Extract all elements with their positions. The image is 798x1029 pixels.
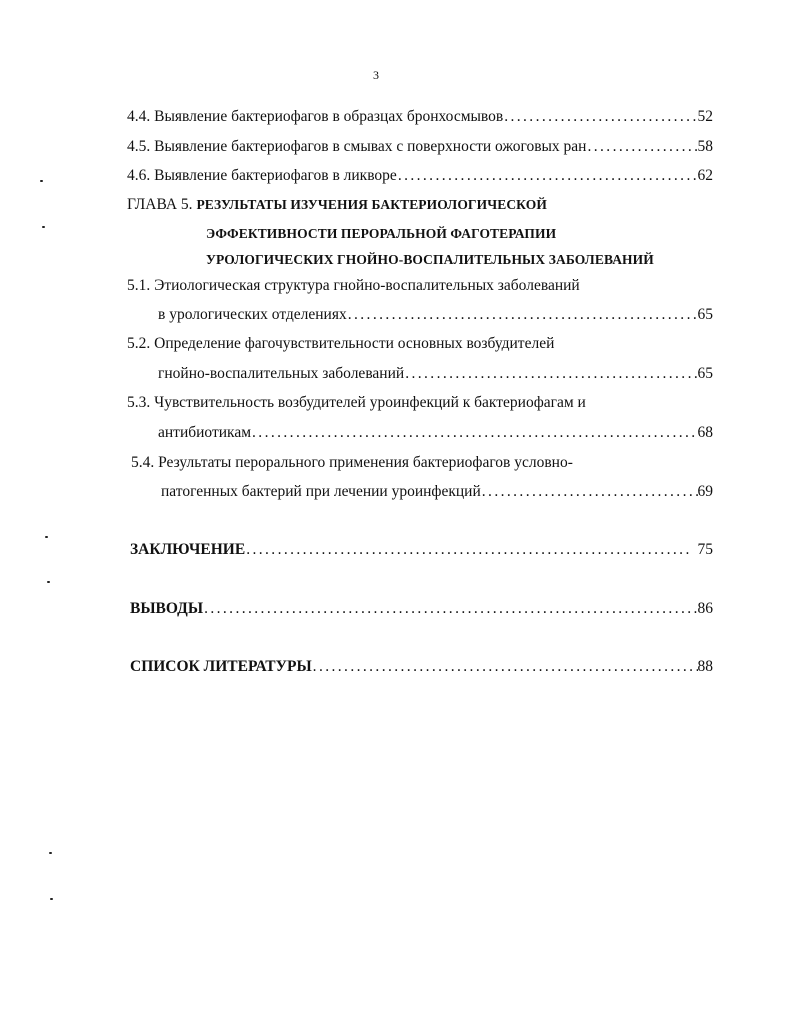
toc-entry-label: гнойно-воспалительных заболеваний bbox=[158, 365, 405, 382]
scan-speck bbox=[45, 536, 48, 538]
toc-leader-dots bbox=[404, 364, 697, 384]
toc-entry-page: 88 bbox=[697, 658, 713, 675]
toc-entry-page: 86 bbox=[697, 600, 713, 617]
scan-speck bbox=[49, 852, 52, 854]
toc-leader-dots bbox=[586, 137, 697, 157]
toc-entry-page: 75 bbox=[697, 541, 713, 558]
toc-entry-label: 4.4. Выявление бактериофагов в образцах бронхосмывов bbox=[127, 108, 504, 125]
toc-entry-page: 65 bbox=[697, 365, 713, 382]
toc-leader-dots bbox=[347, 305, 698, 325]
toc-entry-label: ЗАКЛЮЧЕНИЕ bbox=[130, 541, 246, 558]
scan-speck bbox=[42, 226, 45, 228]
toc-entry-label: 4.6. Выявление бактериофагов в ликворе bbox=[127, 167, 397, 184]
toc-entry-page: 69 bbox=[697, 483, 713, 500]
chapter-5-heading-line1 bbox=[127, 195, 547, 215]
toc-leader-dots bbox=[312, 657, 698, 677]
toc-entry-5-1 bbox=[158, 305, 713, 325]
toc-entry-page: 52 bbox=[697, 108, 713, 125]
scan-speck bbox=[50, 898, 53, 900]
scan-speck bbox=[40, 180, 43, 182]
toc-entry-references bbox=[130, 657, 713, 677]
toc-leader-dots bbox=[203, 599, 697, 619]
toc-entry-5-3-line1: 5.3. Чувствительность возбудителей уроинфекций к бактериофагам и bbox=[127, 394, 586, 411]
toc-leader-dots bbox=[251, 423, 697, 443]
chapter-5-prefix: ГЛАВА 5. bbox=[127, 196, 193, 213]
toc-entry-4-5 bbox=[127, 137, 713, 157]
toc-entry-conclusion bbox=[130, 540, 713, 560]
toc-entry-label: СПИСОК ЛИТЕРАТУРЫ bbox=[130, 658, 312, 675]
toc-entry-4-6 bbox=[127, 166, 713, 186]
toc-entry-page: 62 bbox=[697, 167, 713, 184]
toc-entry-5-2 bbox=[158, 364, 713, 384]
page-number: 3 bbox=[373, 68, 379, 82]
toc-entry-4-4 bbox=[127, 107, 713, 127]
toc-entry-page: 58 bbox=[697, 138, 713, 155]
toc-entry-page: 68 bbox=[697, 424, 713, 441]
toc-entry-5-4 bbox=[161, 482, 713, 502]
chapter-5-heading-line3: УРОЛОГИЧЕСКИХ ГНОЙНО-ВОСПАЛИТЕЛЬНЫХ ЗАБОЛЕВАНИЙ bbox=[206, 252, 654, 267]
toc-entry-label: 4.5. Выявление бактериофагов в смывах с поверхности ожоговых ран bbox=[127, 138, 587, 155]
toc-leader-dots bbox=[397, 166, 698, 186]
toc-leader-dots bbox=[245, 540, 689, 560]
chapter-5-heading-line2: ЭФФЕКТИВНОСТИ ПЕРОРАЛЬНОЙ ФАГОТЕРАПИИ bbox=[206, 226, 557, 241]
toc-entry-page: 65 bbox=[697, 306, 713, 323]
toc-entry-label: в урологических отделениях bbox=[158, 306, 347, 323]
chapter-5-title-part1: РЕЗУЛЬТАТЫ ИЗУЧЕНИЯ БАКТЕРИОЛОГИЧЕСКОЙ bbox=[196, 197, 547, 212]
toc-entry-label: ВЫВОДЫ bbox=[130, 600, 204, 617]
toc-entry-label: антибиотикам bbox=[158, 424, 252, 441]
scan-speck bbox=[47, 581, 50, 583]
toc-entry-label: патогенных бактерий при лечении уроинфекций bbox=[161, 483, 481, 500]
toc-entry-5-1-line1: 5.1. Этиологическая структура гнойно-воспалительных заболеваний bbox=[127, 277, 580, 294]
toc-entry-5-4-line1: 5.4. Результаты перорального применения бактериофагов условно- bbox=[131, 454, 573, 471]
toc-entry-5-3 bbox=[158, 423, 713, 443]
toc-leader-dots bbox=[481, 482, 698, 502]
toc-entry-findings bbox=[130, 599, 713, 619]
toc-entry-5-2-line1: 5.2. Определение фагочувствительности основных возбудителей bbox=[127, 335, 555, 352]
toc-leader-dots bbox=[503, 107, 697, 127]
